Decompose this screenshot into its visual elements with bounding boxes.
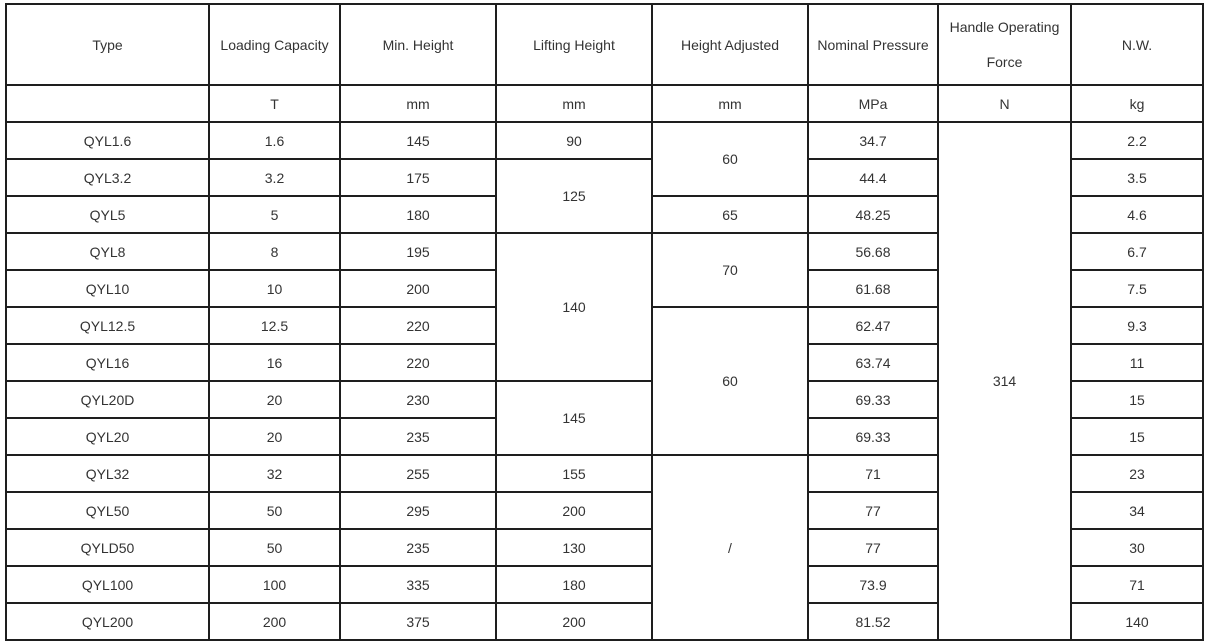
cell-lifting-height: 200	[496, 492, 652, 529]
cell-capacity: 20	[209, 418, 340, 455]
cell-type: QYLD50	[6, 529, 209, 566]
cell-net-weight: 30	[1071, 529, 1203, 566]
cell-type: QYL12.5	[6, 307, 209, 344]
header-loading-capacity: Loading Capacity	[209, 4, 340, 85]
unit-min-height: mm	[340, 85, 496, 122]
cell-capacity: 12.5	[209, 307, 340, 344]
cell-type: QYL32	[6, 455, 209, 492]
cell-min-height: 220	[340, 307, 496, 344]
cell-pressure: 73.9	[808, 566, 938, 603]
cell-height-adjusted: 65	[652, 196, 808, 233]
header-min-height: Min. Height	[340, 4, 496, 85]
cell-net-weight: 4.6	[1071, 196, 1203, 233]
cell-type: QYL5	[6, 196, 209, 233]
unit-handle-operating-force: N	[938, 85, 1071, 122]
cell-min-height: 220	[340, 344, 496, 381]
cell-net-weight: 15	[1071, 418, 1203, 455]
cell-pressure: 62.47	[808, 307, 938, 344]
cell-capacity: 200	[209, 603, 340, 640]
cell-pressure: 77	[808, 529, 938, 566]
cell-min-height: 180	[340, 196, 496, 233]
cell-net-weight: 71	[1071, 566, 1203, 603]
header-type: Type	[6, 4, 209, 85]
cell-pressure: 34.7	[808, 122, 938, 159]
cell-capacity: 1.6	[209, 122, 340, 159]
cell-pressure: 48.25	[808, 196, 938, 233]
cell-pressure: 69.33	[808, 381, 938, 418]
cell-min-height: 230	[340, 381, 496, 418]
cell-type: QYL16	[6, 344, 209, 381]
cell-min-height: 335	[340, 566, 496, 603]
cell-pressure: 44.4	[808, 159, 938, 196]
cell-type: QYL200	[6, 603, 209, 640]
cell-net-weight: 2.2	[1071, 122, 1203, 159]
cell-height-adjusted: 60	[652, 122, 808, 196]
cell-capacity: 16	[209, 344, 340, 381]
cell-handle-force: 314	[938, 122, 1071, 640]
unit-net-weight: kg	[1071, 85, 1203, 122]
unit-lifting-height: mm	[496, 85, 652, 122]
cell-capacity: 3.2	[209, 159, 340, 196]
cell-min-height: 200	[340, 270, 496, 307]
cell-lifting-height: 125	[496, 159, 652, 233]
cell-min-height: 255	[340, 455, 496, 492]
cell-type: QYL1.6	[6, 122, 209, 159]
header-row	[6, 4, 1203, 85]
cell-min-height: 235	[340, 529, 496, 566]
cell-net-weight: 140	[1071, 603, 1203, 640]
cell-height-adjusted: 70	[652, 233, 808, 307]
cell-net-weight: 34	[1071, 492, 1203, 529]
cell-net-weight: 7.5	[1071, 270, 1203, 307]
unit-type	[6, 85, 209, 122]
cell-lifting-height: 145	[496, 381, 652, 455]
cell-net-weight: 9.3	[1071, 307, 1203, 344]
cell-type: QYL8	[6, 233, 209, 270]
header-lifting-height: Lifting Height	[496, 4, 652, 85]
cell-net-weight: 23	[1071, 455, 1203, 492]
cell-min-height: 235	[340, 418, 496, 455]
cell-lifting-height: 130	[496, 529, 652, 566]
cell-capacity: 100	[209, 566, 340, 603]
cell-pressure: 63.74	[808, 344, 938, 381]
spec-table	[5, 3, 1204, 641]
cell-capacity: 32	[209, 455, 340, 492]
table-row	[6, 122, 1203, 159]
cell-capacity: 5	[209, 196, 340, 233]
cell-capacity: 20	[209, 381, 340, 418]
cell-pressure: 61.68	[808, 270, 938, 307]
cell-type: QYL10	[6, 270, 209, 307]
units-row	[6, 85, 1203, 122]
cell-capacity: 10	[209, 270, 340, 307]
cell-net-weight: 15	[1071, 381, 1203, 418]
cell-min-height: 145	[340, 122, 496, 159]
cell-type: QYL3.2	[6, 159, 209, 196]
cell-pressure: 56.68	[808, 233, 938, 270]
header-handle-operating-force: Handle Operating Force	[938, 4, 1071, 85]
cell-min-height: 175	[340, 159, 496, 196]
cell-lifting-height: 155	[496, 455, 652, 492]
header-height-adjusted: Height Adjusted	[652, 4, 808, 85]
cell-net-weight: 6.7	[1071, 233, 1203, 270]
cell-pressure: 69.33	[808, 418, 938, 455]
cell-height-adjusted: /	[652, 455, 808, 640]
cell-type: QYL20D	[6, 381, 209, 418]
header-nominal-pressure: Nominal Pressure	[808, 4, 938, 85]
cell-type: QYL50	[6, 492, 209, 529]
cell-min-height: 295	[340, 492, 496, 529]
header-net-weight: N.W.	[1071, 4, 1203, 85]
cell-lifting-height: 200	[496, 603, 652, 640]
cell-height-adjusted: 60	[652, 307, 808, 455]
cell-lifting-height: 140	[496, 233, 652, 381]
unit-height-adjusted: mm	[652, 85, 808, 122]
cell-lifting-height: 90	[496, 122, 652, 159]
cell-type: QYL20	[6, 418, 209, 455]
cell-pressure: 77	[808, 492, 938, 529]
unit-loading-capacity: T	[209, 85, 340, 122]
cell-pressure: 71	[808, 455, 938, 492]
cell-capacity: 50	[209, 492, 340, 529]
cell-type: QYL100	[6, 566, 209, 603]
cell-capacity: 8	[209, 233, 340, 270]
unit-nominal-pressure: MPa	[808, 85, 938, 122]
cell-min-height: 195	[340, 233, 496, 270]
cell-lifting-height: 180	[496, 566, 652, 603]
cell-min-height: 375	[340, 603, 496, 640]
cell-net-weight: 3.5	[1071, 159, 1203, 196]
cell-pressure: 81.52	[808, 603, 938, 640]
cell-net-weight: 11	[1071, 344, 1203, 381]
cell-capacity: 50	[209, 529, 340, 566]
